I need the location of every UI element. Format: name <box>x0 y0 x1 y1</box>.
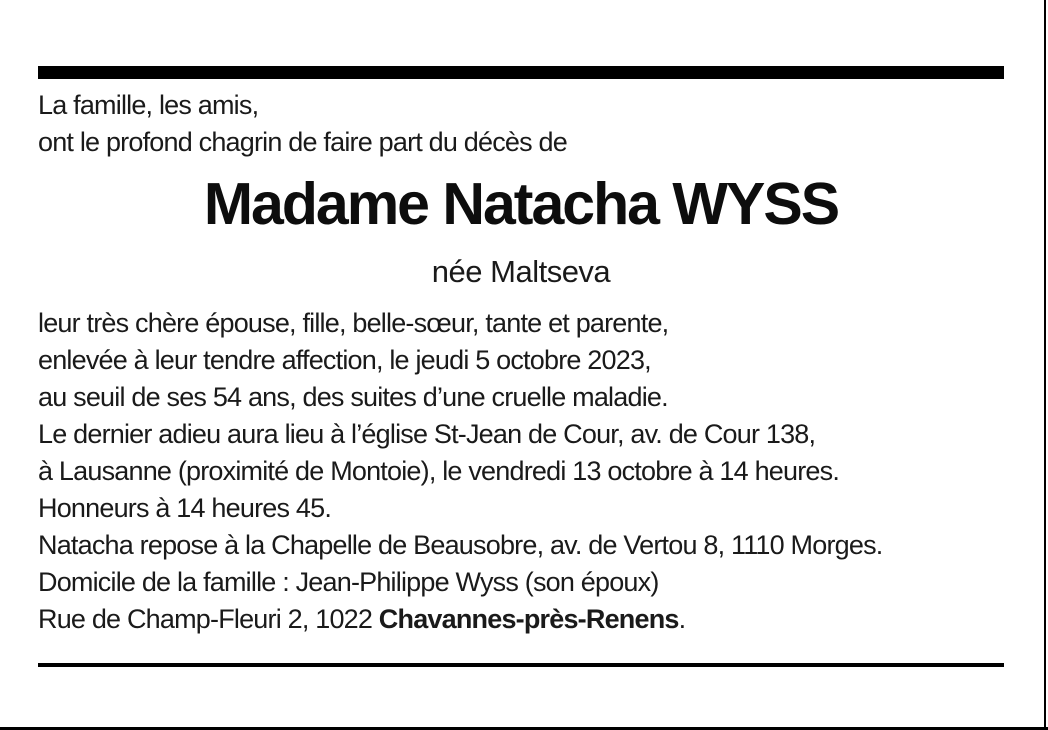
body-line-age-cause: au seuil de ses 54 ans, des suites d’une cruelle maladie. <box>38 382 668 412</box>
notice-body <box>38 305 1028 638</box>
body-line-address <box>38 601 1028 638</box>
address-prefix: Rue de Champ-Fleuri 2, 1022 <box>38 604 379 634</box>
body-line-farewell-time: à Lausanne (proximité de Montoie), le vendredi 13 octobre à 14 heures. <box>38 456 840 486</box>
body-line-death-date: enlevée à leur tendre affection, le jeudi 5 octobre 2023, <box>38 345 651 375</box>
top-divider-bar <box>38 66 1004 79</box>
body-line-family-home: Domicile de la famille : Jean-Philippe Wyss (son époux) <box>38 567 659 597</box>
maiden-name-subtitle: née Maltseva <box>431 254 611 289</box>
intro-line-2: ont le profond chagrin de faire part du décès de <box>38 127 567 157</box>
intro-paragraph <box>38 87 1004 161</box>
body-line-farewell-place: Le dernier adieu aura lieu à l’église St-Jean de Cour, av. de Cour 138, <box>38 419 816 449</box>
scan-edge-right <box>1044 0 1046 730</box>
body-line-chapel: Natacha repose à la Chapelle de Beausobre, av. de Vertou 8, 1110 Morges. <box>38 530 883 560</box>
body-line-relations: leur très chère épouse, fille, belle-sœur, tante et parente, <box>38 308 669 338</box>
intro-line-1: La famille, les amis, <box>38 90 259 120</box>
address-locality: Chavannes-près-Renens <box>378 604 679 634</box>
deceased-name-title: Madame Natacha WYSS <box>203 171 839 237</box>
bottom-divider-rule <box>38 663 1004 667</box>
address-suffix: . <box>678 604 686 634</box>
body-line-honors: Honneurs à 14 heures 45. <box>38 493 332 523</box>
